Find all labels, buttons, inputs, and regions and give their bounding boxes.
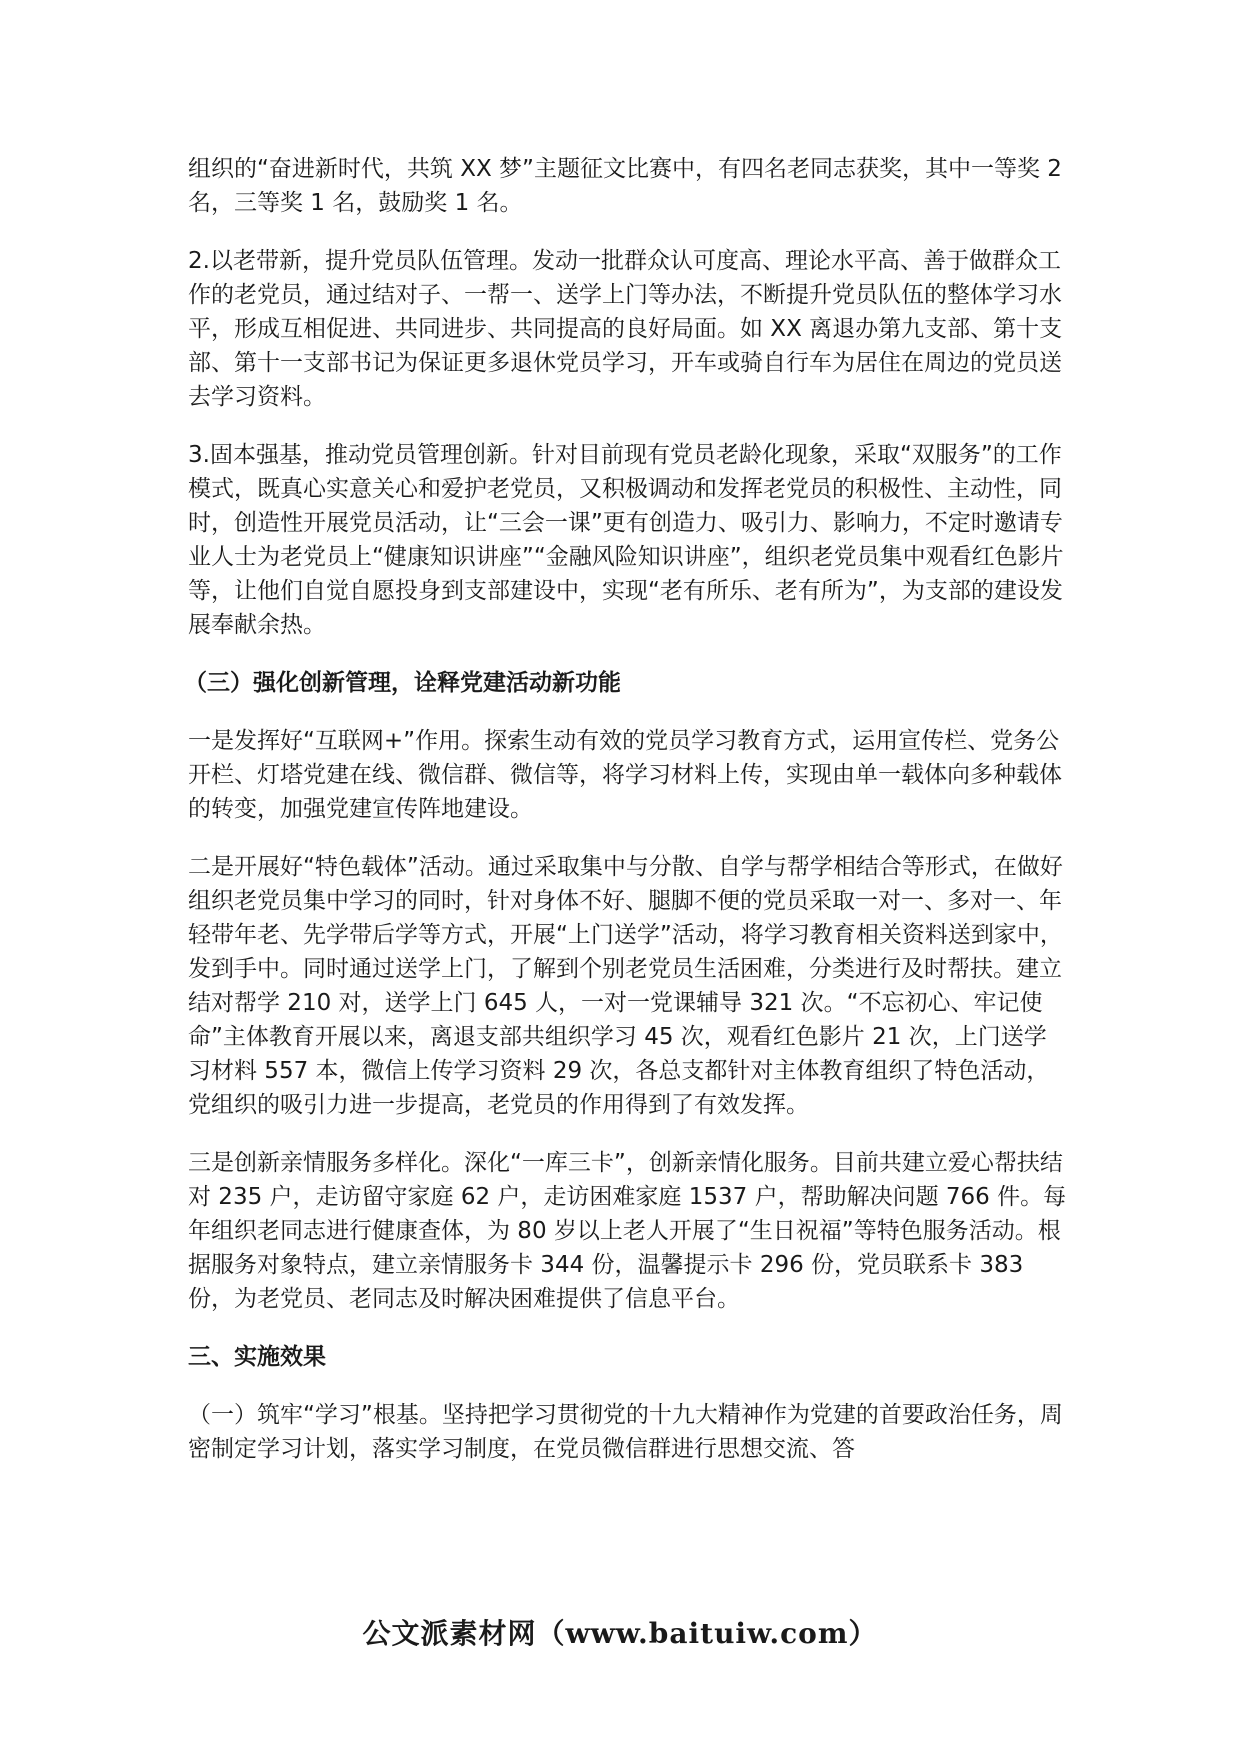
document-body [184,152,1068,1490]
paragraph-family-service: 三是创新亲情服务多样化。深化“一库三卡”，创新亲情化服务。目前共建立爱心帮扶结对 235 户，走访留守家庭 62 户，走访困难家庭 1537 户，帮助解决问题 766 件。每年组织老同志进行健康查体，为 80 岁以上老人开展了“生日祝福”等特色服务活动。根据服务对象特点，建立亲情服务卡 344 份，温馨提示卡 296 份，党员联系卡 383 份，为老党员、老同志及时解决困难提供了信息平台。 [188,1150,1067,1312]
section-heading-innovation: （三）强化创新管理，诠释党建活动新功能 [184,670,621,696]
paragraph-essay-awards: 组织的“奋进新时代，共筑 XX 梦”主题征文比赛中，有四名老同志获奖，其中一等奖 2 名，三等奖 1 名，鼓励奖 1 名。 [188,156,1062,216]
footer-watermark: 公文派素材网（www.baituiw.com） [362,1617,878,1650]
paragraph-management-innovation: 3.固本强基，推动党员管理创新。针对目前现有党员老龄化现象，采取“双服务”的工作模式，既真心实意关心和爱护老党员，又积极调动和发挥老党员的积极性、主动性，同时，创造性开展党员活动，让“三会一课”更有创造力、吸引力、影响力，不定时邀请专业人士为老党员上“健康知识讲座”“金融风险知识讲座”，组织老党员集中观看红色影片等，让他们自觉自愿投身到支部建设中，实现“老有所乐、老有所为”，为支部的建设发展奉献余热。 [188,442,1064,638]
paragraph-old-leads-new: 2.以老带新，提升党员队伍管理。发动一批群众认可度高、理论水平高、善于做群众工作的老党员，通过结对子、一帮一、送学上门等办法，不断提升党员队伍的整体学习水平，形成互相促进、共同进步、共同提高的良好局面。如 XX 离退办第九支部、第十支部、第十一支部书记为保证更多退休党员学习，开车或骑自行车为居住在周边的党员送去学习资料。 [188,248,1063,410]
paragraph-learning-foundation: （一）筑牢“学习”根基。坚持把学习贯彻党的十九大精神作为党建的首要政治任务，周密制定学习计划，落实学习制度，在党员微信群进行思想交流、答 [188,1402,1063,1462]
section-heading-effects: 三、实施效果 [188,1344,326,1370]
paragraph-special-carrier: 二是开展好“特色载体”活动。通过采取集中与分散、自学与帮学相结合等形式，在做好组织老党员集中学习的同时，针对身体不好、腿脚不便的党员采取一对一、多对一、年轻带年老、先学带后学等方式，开展“上门送学”活动，将学习教育相关资料送到家中，发到手中。同时通过送学上门，了解到个别老党员生活困难，分类进行及时帮扶。建立结对帮学 210 对，送学上门 645 人，一对一党课辅导 321 次。“不忘初心、牢记使命”主体教育开展以来，离退支部共组织学习 45 次，观看红色影片 21 次，上门送学习材料 557 本，微信上传学习资料 29 次，各总支都针对主体教育组织了特色活动，党组织的吸引力进一步提高，老党员的作用得到了有效发挥。 [188,854,1063,1118]
paragraph-internet-plus: 一是发挥好“互联网+”作用。探索生动有效的党员学习教育方式，运用宣传栏、党务公开栏、灯塔党建在线、微信群、微信等，将学习材料上传，实现由单一载体向多种载体的转变，加强党建宣传阵地建设。 [188,728,1062,822]
